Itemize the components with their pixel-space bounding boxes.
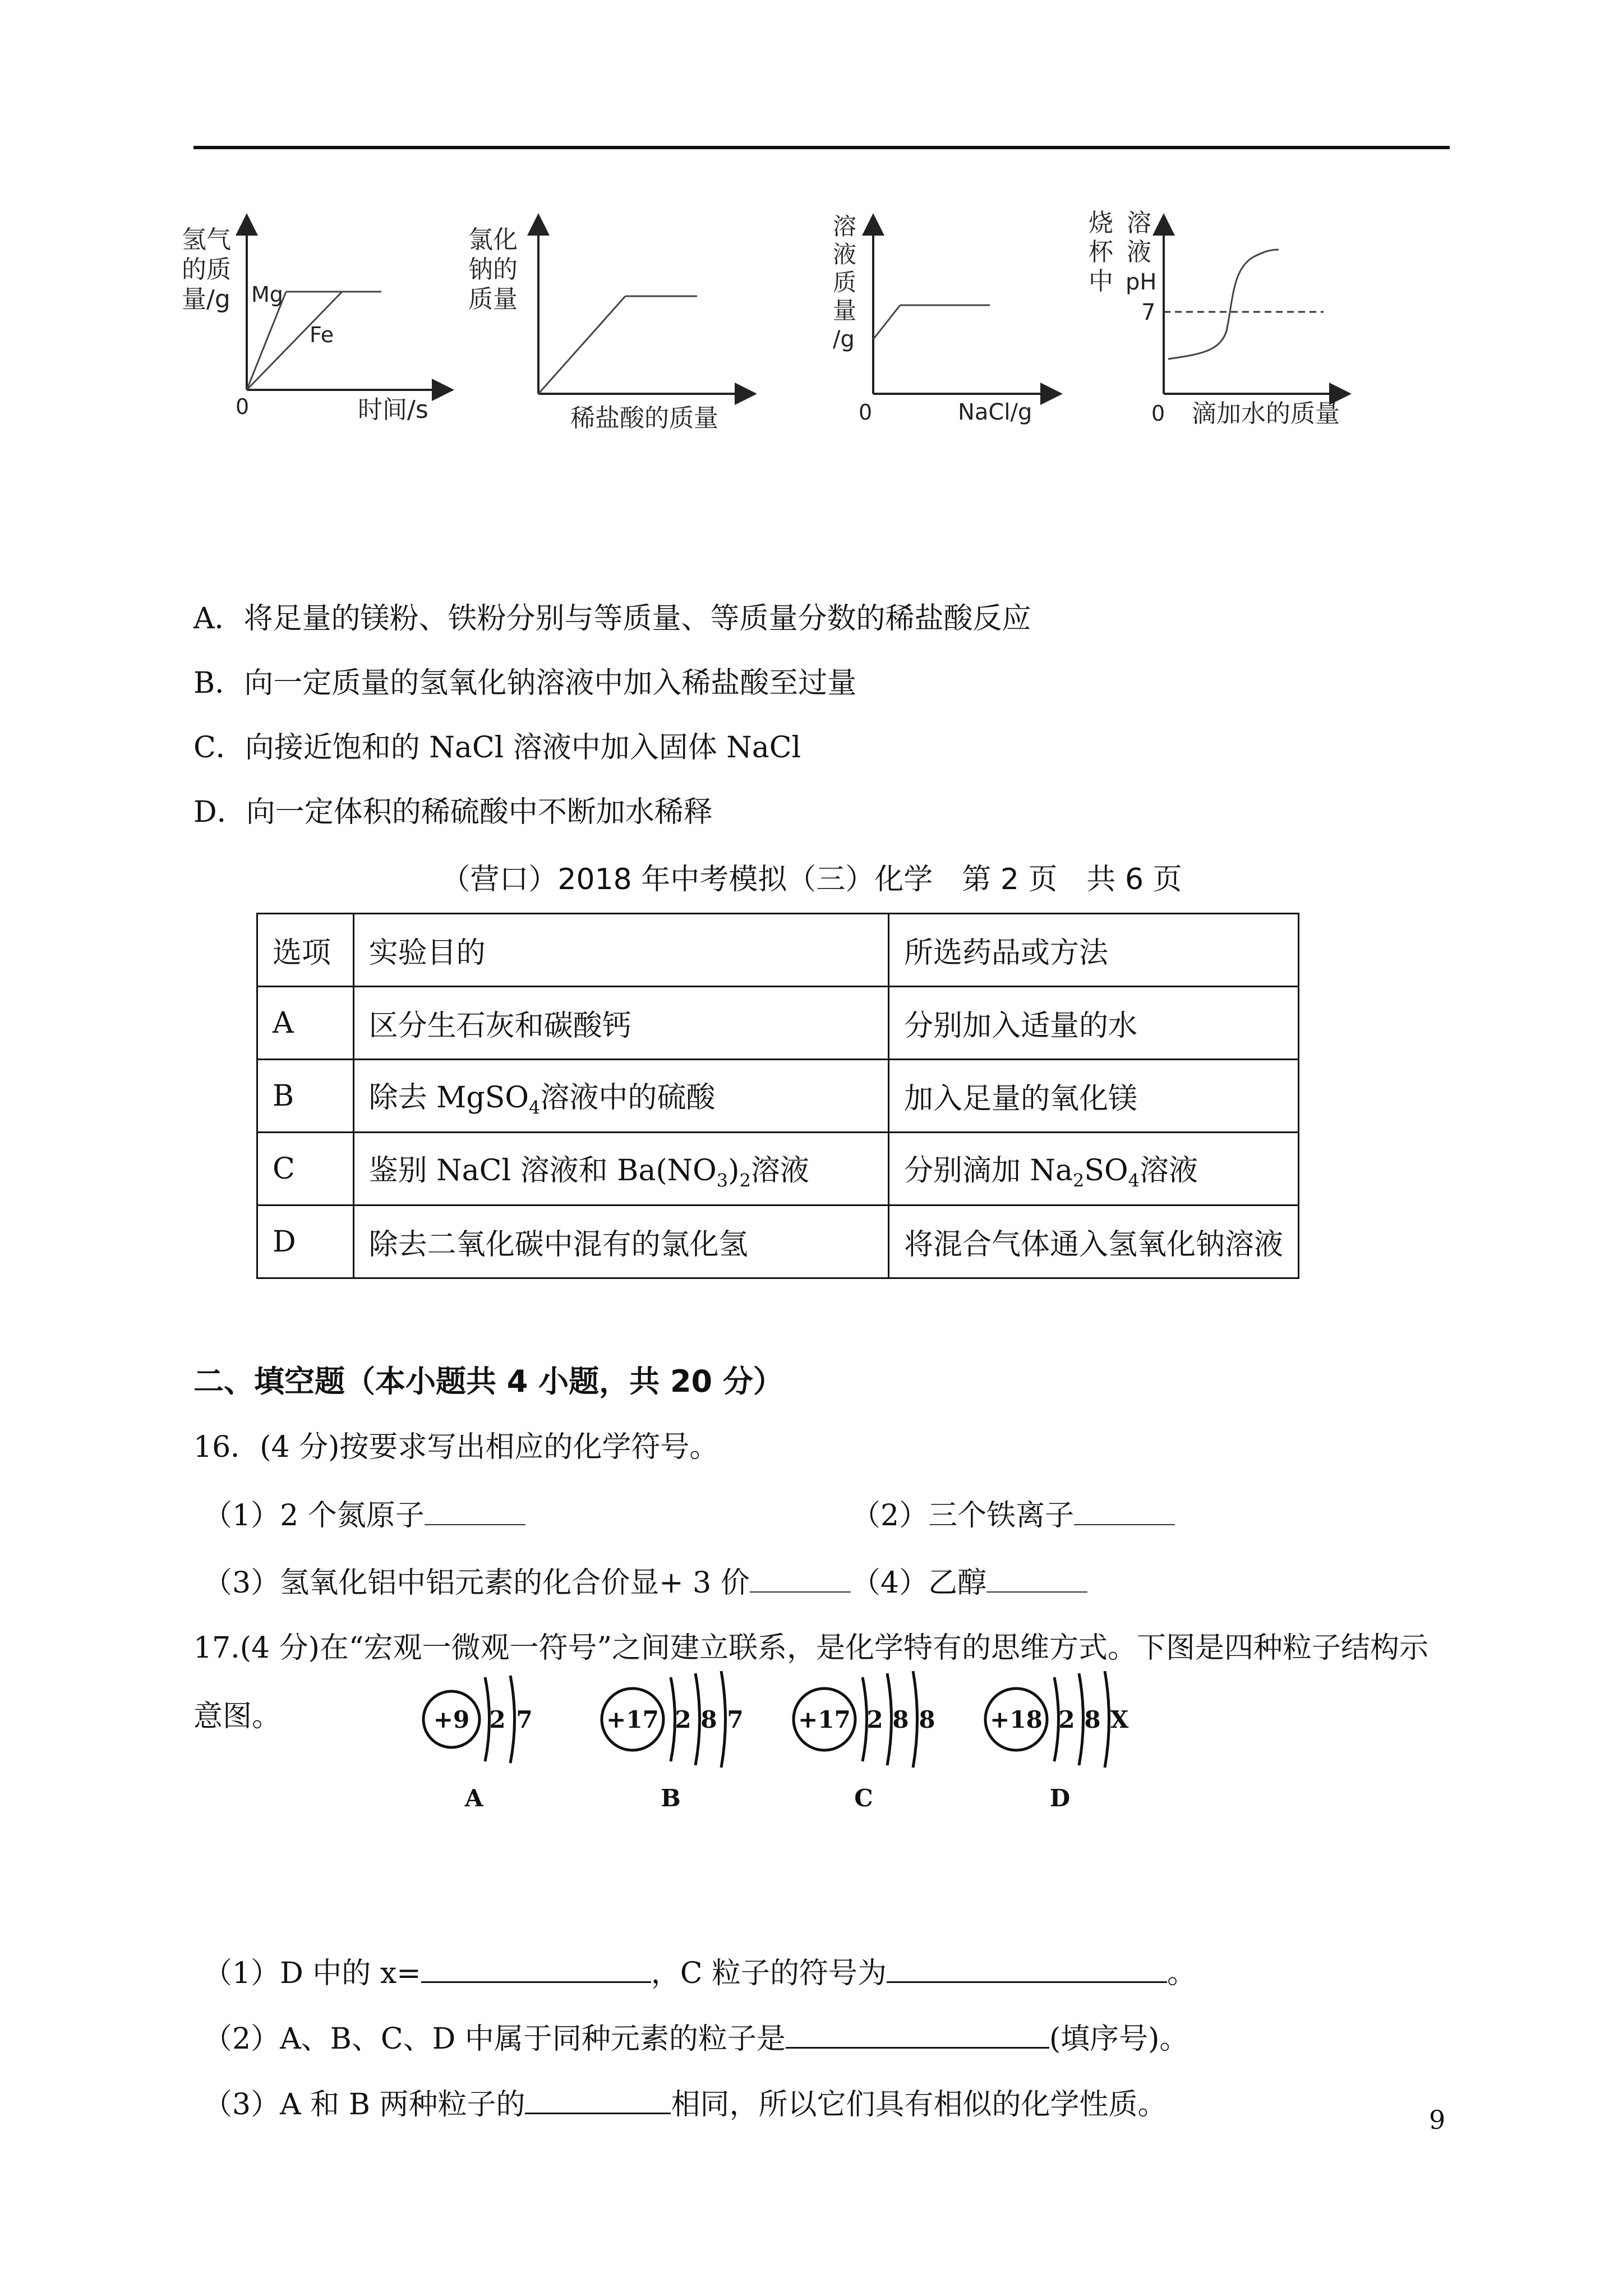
atom-a-label: A [464,1784,483,1812]
formula-text: 除去 MgSO [368,1080,529,1115]
table-cell-method: 将混合气体通入氢氧化钠溶液 [888,1205,1298,1278]
graph4-origin: 0 [1151,401,1165,426]
table-header-option: 选项 [257,914,354,987]
atom-b-shell-3: 7 [727,1706,744,1733]
graph1-ylabel-3: 量/g [182,285,230,314]
formula-text: 分别滴加 Na [903,1153,1073,1188]
q17-property-answer-blank[interactable] [525,2083,671,2114]
graph4-ylabel-col1-3: 中 [1089,267,1113,296]
graph4-tick-7: 7 [1141,300,1156,325]
atom-a-shell-1: 2 [489,1706,506,1733]
q16-part4-answer-blank[interactable] [986,1562,1087,1593]
table-cell-method: 分别加入适量的水 [888,987,1298,1060]
atom-c-shell-1: 2 [866,1706,883,1733]
atom-d-shell-1: 2 [1058,1706,1075,1733]
option-d: D．向一定体积的稀硫酸中不断加水稀释 [193,795,713,829]
atom-d-nucleus: +18 [990,1706,1043,1733]
formula-subscript: 3 [716,1170,728,1191]
graph3-xlabel: NaCl/g [958,399,1032,425]
table-cell-purpose [353,1133,888,1205]
atom-diagram-c [791,1663,959,1828]
graph1-curve-fe: Fe [310,323,334,347]
q17-c-symbol-answer-blank[interactable] [887,1952,1167,1983]
formula-subscript: 4 [1128,1170,1140,1191]
atom-c-shell-3: 8 [919,1706,935,1733]
q17-sub1-text: （1）D 中的 x= [203,1957,421,1990]
q16-part3-answer-blank[interactable] [750,1562,851,1593]
atom-diagram-a [418,1663,564,1828]
formula-subscript: 2 [1073,1170,1085,1191]
table-cell-option: B [257,1060,354,1133]
option-b: B．向一定质量的氢氧化钠溶液中加入稀盐酸至过量 [193,666,857,700]
q17-sub3-end: 相同，所以它们具有相似的化学性质。 [671,2088,1167,2122]
q17-sub2-end: (填序号)。 [1049,2022,1189,2056]
atom-c-nucleus: +17 [798,1706,851,1733]
graph2-xlabel: 稀盐酸的质量 [570,404,718,432]
q16-part4 [851,1562,1087,1603]
q17-same-element-answer-blank[interactable] [786,2018,1049,2049]
atom-b-shell-2: 8 [700,1706,717,1733]
formula-text: ) [728,1153,740,1188]
atom-diagram-d [981,1663,1150,1828]
formula-text: SO [1084,1153,1128,1188]
graph1-ylabel-2: 的质 [182,255,231,284]
table-header-row [257,914,1299,987]
formula-text: 鉴别 NaCl 溶液和 Ba(NO [368,1153,717,1188]
graph3-ylabel-2: 液 [833,241,857,268]
graph1-curve-mg: Mg [251,282,283,307]
q17-sub2 [203,2018,1188,2059]
atom-c-shell-2: 8 [892,1706,909,1733]
q16-part1-answer-blank[interactable] [425,1495,525,1525]
table-cell-purpose: 区分生石灰和碳酸钙 [353,987,888,1060]
table-cell-option: A [257,987,354,1060]
graph4-ylabel-col1-2: 杯 [1089,238,1113,266]
graph3-origin: 0 [859,400,873,425]
graph-ph-vs-water [1085,202,1388,440]
q17-sub2-text: （2）A、B、C、D 中属于同种元素的粒子是 [203,2022,786,2056]
atom-b-nucleus: +17 [606,1706,659,1733]
q17-sub3-text: （3）A 和 B 两种粒子的 [203,2088,525,2122]
formula-subscript: 2 [739,1170,751,1191]
q16-part4-text: （4）乙醇 [851,1566,987,1600]
table-row [257,1133,1299,1205]
graph3-ylabel-3: 质 [833,269,857,296]
q17-stem-line2: 意图。 [193,1700,282,1733]
atom-b-shell-1: 2 [675,1706,691,1733]
table-row [257,1205,1299,1278]
graph2-ylabel-3: 质量 [468,285,518,314]
page-number: 9 [1429,2105,1446,2135]
table-cell-method: 加入足量的氧化镁 [888,1060,1298,1133]
atom-d-shell-3: X [1110,1706,1129,1733]
graph4-ylabel-col1-1: 烧 [1089,209,1113,237]
table-cell-purpose [353,1060,888,1133]
q16-part2-answer-blank[interactable] [1074,1495,1175,1525]
q17-sub3 [203,2083,1166,2124]
graph4-xlabel: 滴加水的质量 [1192,399,1340,428]
table-header-method: 所选药品或方法 [888,914,1298,987]
option-a: A．将足量的镁粉、铁粉分别与等质量、等质量分数的稀盐酸反应 [193,602,1031,636]
graph3-ylabel-1: 溶 [833,213,857,240]
atom-a-nucleus: +9 [433,1706,470,1733]
option-c: C．向接近饱和的 NaCl 溶液中加入固体 NaCl [193,731,801,765]
atom-d-shell-2: 8 [1084,1706,1101,1733]
graph4-ylabel-col2-1: 溶 [1127,209,1151,237]
experiment-table [256,913,1299,1279]
table-cell-purpose: 除去二氧化碳中混有的氯化氢 [353,1205,888,1278]
graph-hydrogen-vs-time [179,213,460,440]
table-cell-option: C [257,1133,354,1205]
formula-subscript: 4 [528,1097,541,1119]
graph1-xlabel: 时间/s [358,395,428,424]
atom-d-label: D [1049,1784,1071,1812]
graph-solution-mass-vs-nacl [822,213,1085,440]
graph-nacl-vs-hcl [463,213,754,440]
q17-stem-line1: 17.(4 分)在“宏观一微观一符号”之间建立联系，是化学特有的思维方式。下图是四种粒子结构示 [193,1631,1429,1665]
atom-b-label: B [661,1784,681,1812]
graph2-ylabel-2: 钠的 [468,255,518,284]
header-rule [193,146,1450,149]
formula-text: 溶液中的硫酸 [540,1080,716,1115]
q17-x-answer-blank[interactable] [421,1952,651,1983]
graph1-origin: 0 [236,394,250,419]
table-cell-option: D [257,1205,354,1278]
q16-stem: 16．(4 分)按要求写出相应的化学符号。 [193,1430,719,1464]
graph3-ylabel-4: 量 [833,297,857,324]
q16-part3 [203,1562,851,1603]
graph3-ylabel-5: /g [833,326,855,352]
graph2-ylabel-1: 氯化 [468,226,518,254]
q16-part1 [203,1495,525,1535]
q16-part3-text: （3）氢氧化铝中铝元素的化合价显+ 3 价 [203,1566,750,1600]
table-header-purpose: 实验目的 [353,914,888,987]
graph4-ylabel-col2-2: 液 [1127,238,1151,266]
table-row [257,1060,1299,1133]
table-row [257,987,1299,1060]
atom-c-label: C [854,1784,873,1812]
q16-part2-text: （2）三个铁离子 [851,1499,1075,1533]
q17-sub1-end: 。 [1167,1957,1197,1990]
q16-part2 [851,1495,1175,1535]
q17-sub1 [203,1952,1196,1993]
page-footer: （营口）2018 年中考模拟（三）化学 第 2 页 共 6 页 [441,863,1182,896]
graph1-ylabel-1: 氢气 [182,226,231,254]
atom-a-shell-2: 7 [516,1706,533,1733]
q16-part1-text: （1）2 个氮原子 [203,1499,425,1533]
atom-diagram-b [599,1663,767,1828]
section-title: 二、填空题（本小题共 4 小题，共 20 分） [193,1364,783,1399]
formula-text: 溶液 [1140,1153,1198,1188]
formula-text: 溶液 [750,1153,809,1188]
q17-sub1-mid: ，C 粒子的符号为 [651,1957,887,1990]
graph4-ylabel-col2-3: pH [1126,269,1157,295]
table-cell-method [888,1133,1298,1205]
